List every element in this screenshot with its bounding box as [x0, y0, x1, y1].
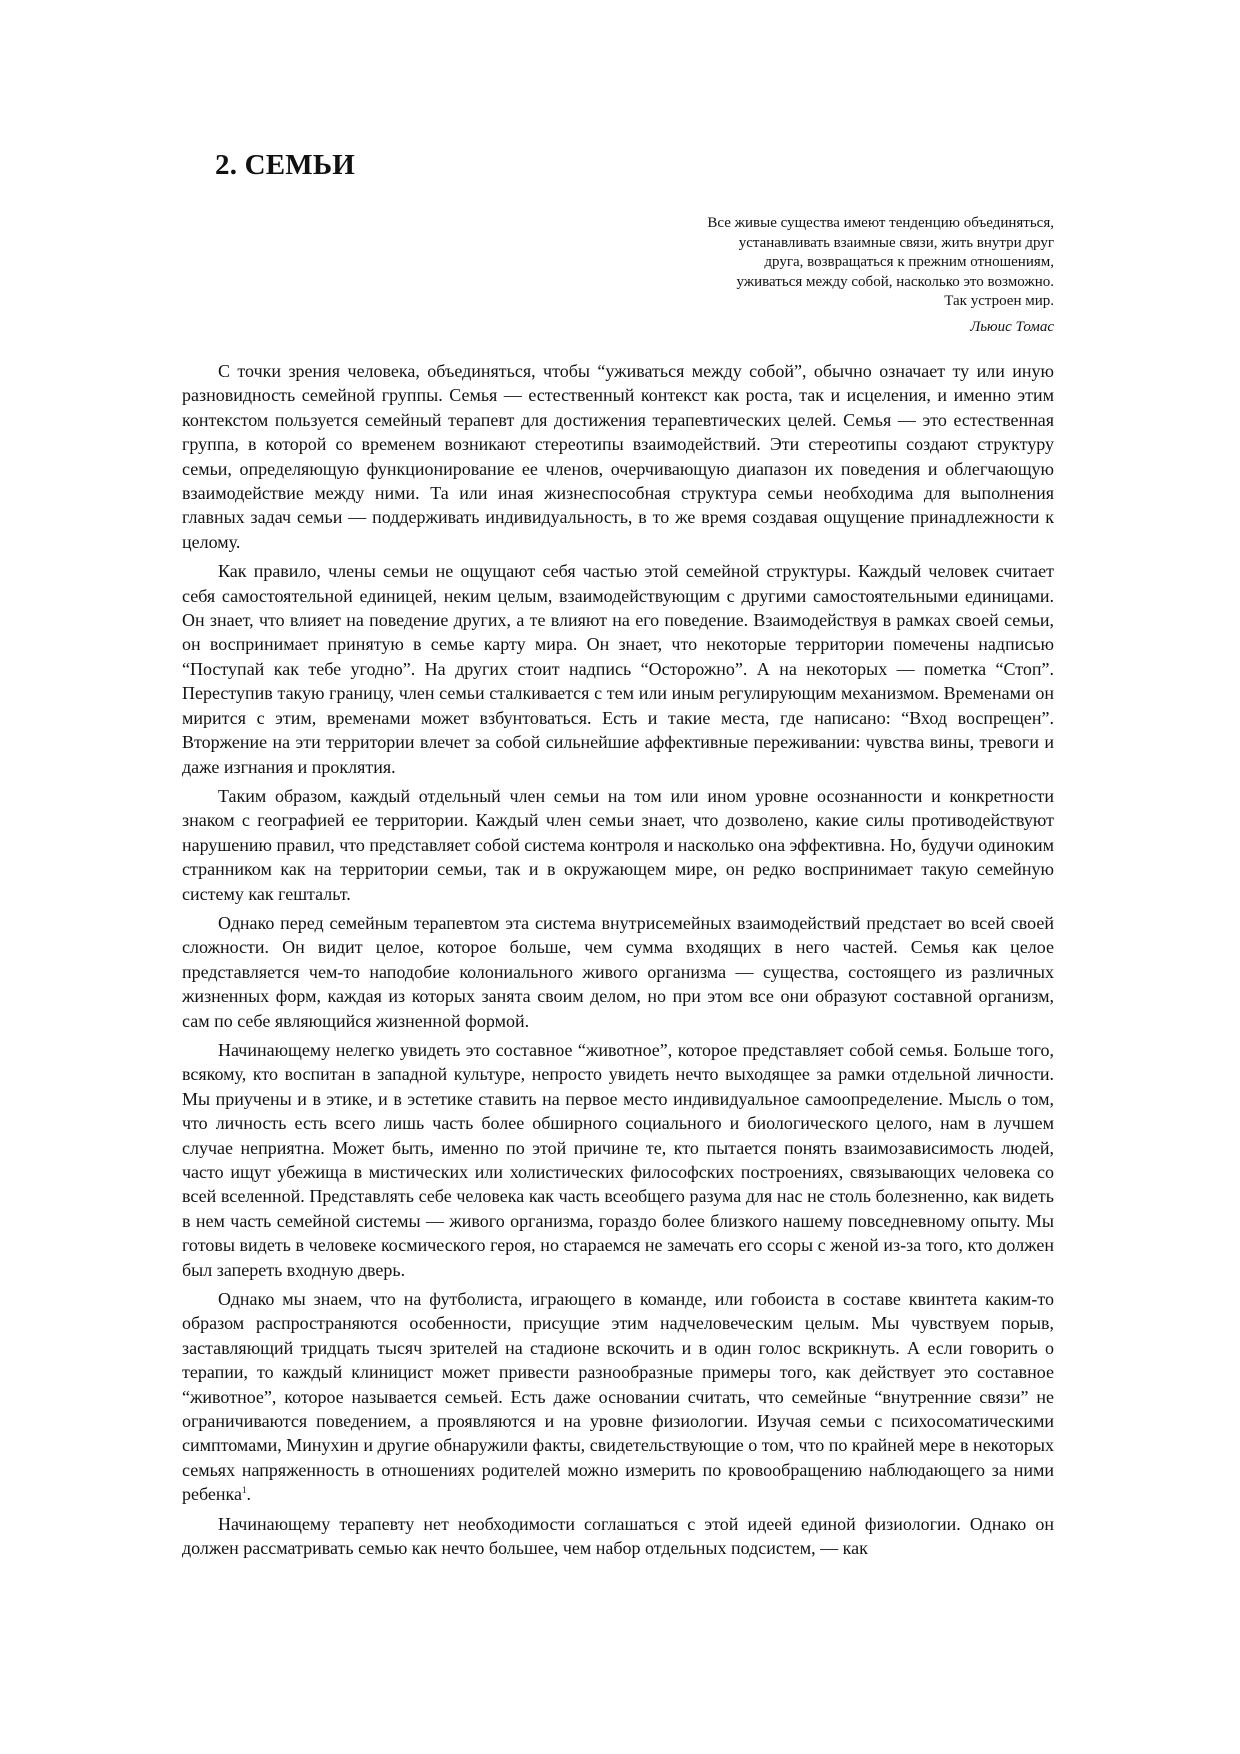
epigraph: [560, 214, 1054, 337]
epigraph-line: устанавливать взаимные связи, жить внутри друг: [738, 234, 1054, 251]
paragraph-text: Однако мы знаем, что на футболиста, играющего в команде, или гобоиста в составе квинтета каким-то образом распространяются особенности, присущие этим надчеловеческим целым. Мы чувствуем порыв, заставляющий тридцать тысяч зрителей на стадионе вскочить и в один голос вскрикнуть. А если говорить о терапии, то каждый клиницист может привести разнообразные примеры того, как действует это составное “животное”, которое называется семьей. Есть даже основании считать, что семейные “внутренние связи” не ограничиваются поведением, а проявляются и на уровне физиологии. Изучая семьи с психосоматическими симптомами, Минухин и другие обнаружили факты, свидетельствующие о том, что по крайней мере в некоторых семьях напряженность в отношениях родителей можно измерить по кровообращению наблюдающего за ними ребенка: [182, 1289, 1054, 1505]
paragraph: [182, 1512, 1054, 1561]
paragraph: [182, 784, 1054, 906]
epigraph-line: Все живые существа имеют тенденцию объединяться,: [707, 215, 1054, 231]
chapter-title: 2. СЕМЬИ: [215, 149, 355, 181]
epigraph-line: Так устроен мир.: [944, 293, 1054, 309]
paragraph: [182, 359, 1054, 554]
body-text: [182, 359, 1054, 1561]
paragraph: [182, 911, 1054, 1033]
paragraph-text: Таким образом, каждый отдельный член семьи на том или ином уровне осознанности и конкретности знаком с географией ее территории. Каждый член семьи знает, что дозволено, какие силы противодействуют нарушению правил, что представляет собой система контроля и насколько она эффективна. Но, будучи одиноким странником как на территории семьи, так и в окружающем мире, он редко воспринимает такую семейную систему как гештальт.: [182, 785, 1054, 904]
paragraph-text: С точки зрения человека, объединяться, чтобы “уживаться между собой”, обычно означает ту или иную разновидность семейной группы. Семья — естественный контекст как роста, так и исцеления, и именно этим контекстом пользуется семейный терапевт для достижения терапевтических целей. Семья — это естественная группа, в которой со временем возникают стереотипы взаимодействий. Эти стереотипы создают структуру семьи, определяющую функционирование ее членов, очерчивающую диапазон их поведения и облегчающую взаимодействие между ними. Та или иная жизнеспособная структура семьи необходима для выполнения главных задач семьи — поддерживать индивидуальность, в то же время создавая ощущение принадлежности к целому.: [182, 361, 1054, 552]
epigraph-line: уживаться между собой, насколько это возможно.: [736, 273, 1054, 290]
paragraph: [182, 1038, 1054, 1282]
paragraph-text: Начинающему нелегко увидеть это составное “животное”, которое представляет собой семья. Больше того, всякому, кто воспитан в западной культуре, непросто увидеть нечто выходящее за рамки отдельной личности. Мы приучены и в этике, и в эстетике ставить на первое место индивидуальное самоопределение. Мысль о том, что личность есть всего лишь часть более обширного социального и биологического целого, нам в лучшем случае неприятна. Может быть, именно по этой причине те, кто пытается понять взаимозависимость людей, часто ищут убежища в мистических или холистических философских построениях, связывающих человека со всей вселенной. Представлять себе человека как часть всеобщего разума для нас не столь болезненно, как видеть в нем часть семейной системы — живого организма, гораздо более близкого нашему повседневному опыту. Мы готовы видеть в человеке космического героя, но стараемся не замечать его ссоры с женой из-за того, кто должен был запереть входную дверь.: [182, 1039, 1054, 1280]
paragraph-text: Однако перед семейным терапевтом эта система внутрисемейных взаимодействий предстает во всей своей сложности. Он видит целое, которое больше, чем сумма входящих в него частей. Семья как целое представляется чем-то наподобие колониального живого организма — существа, состоящего из различных жизненных форм, каждая из которых занята своим делом, но при этом все они образуют составной организм, сам по себе являющийся жизненной формой.: [182, 912, 1054, 1031]
epigraph-line: друга, возвращаться к прежним отношениям,: [764, 254, 1054, 270]
paragraph-text: Как правило, члены семьи не ощущают себя частью этой семейной структуры. Каждый человек считает себя самостоятельной единицей, неким целым, взаимодействующим с другими самостоятельными единицами. Он знает, что влияет на поведение других, а те влияют на его поведение. Взаимодействуя в рамках своей семьи, он воспринимает принятую в семье карту мира. Он знает, что некоторые территории помечены надписью “Поступай как тебе угодно”. На других стоит надпись “Осторожно”. А на некоторых — пометка “Стоп”. Переступив такую границу, член семьи сталкивается с тем или иным регулирующим механизмом. Временами он мирится с этим, временами может взбунтоваться. Есть и такие места, где написано: “Вход воспрещен”. Вторжение на эти территории влечет за собой сильнейшие аффективные переживании: чувства вины, тревоги и даже изгнания и проклятия.: [182, 561, 1054, 777]
paragraph: [182, 559, 1054, 779]
epigraph-author: Льюис Томас: [970, 318, 1054, 335]
paragraph: Однако мы знаем, что на футболиста, играющего в команде, или гобоиста в составе квинтета каким-то образом распространяются особенности, присущие этим надчеловеческим целым. Мы чувствуем порыв, заставляющий тридцать тысяч зрителей на стадионе вскочить и в один голос вскрикнуть. А если говорить о терапии, то каждый клиницист может привести разнообразные примеры того, как действует это составное “животное”, которое называется семьей. Есть даже основании считать, что семейные “внутренние связи” не ограничиваются поведением, а проявляются и на уровне физиологии. Изучая семьи с психосоматическими симптомами, Минухин и другие обнаружили факты, свидетельствующие о том, что по крайней мере в некоторых семьях напряженность в отношениях родителей можно измерить по кровообращению наблюдающего за ними ребенка$^1$.: [182, 1289, 1054, 1505]
paragraph-text: Начинающему терапевту нет необходимости соглашаться с этой идеей единой физиологии. Однако он должен рассматривать семью как нечто большее, чем набор отдельных подсистем, — как: [182, 1513, 1054, 1559]
footnote-marker[interactable]: 1: [242, 1485, 247, 1496]
